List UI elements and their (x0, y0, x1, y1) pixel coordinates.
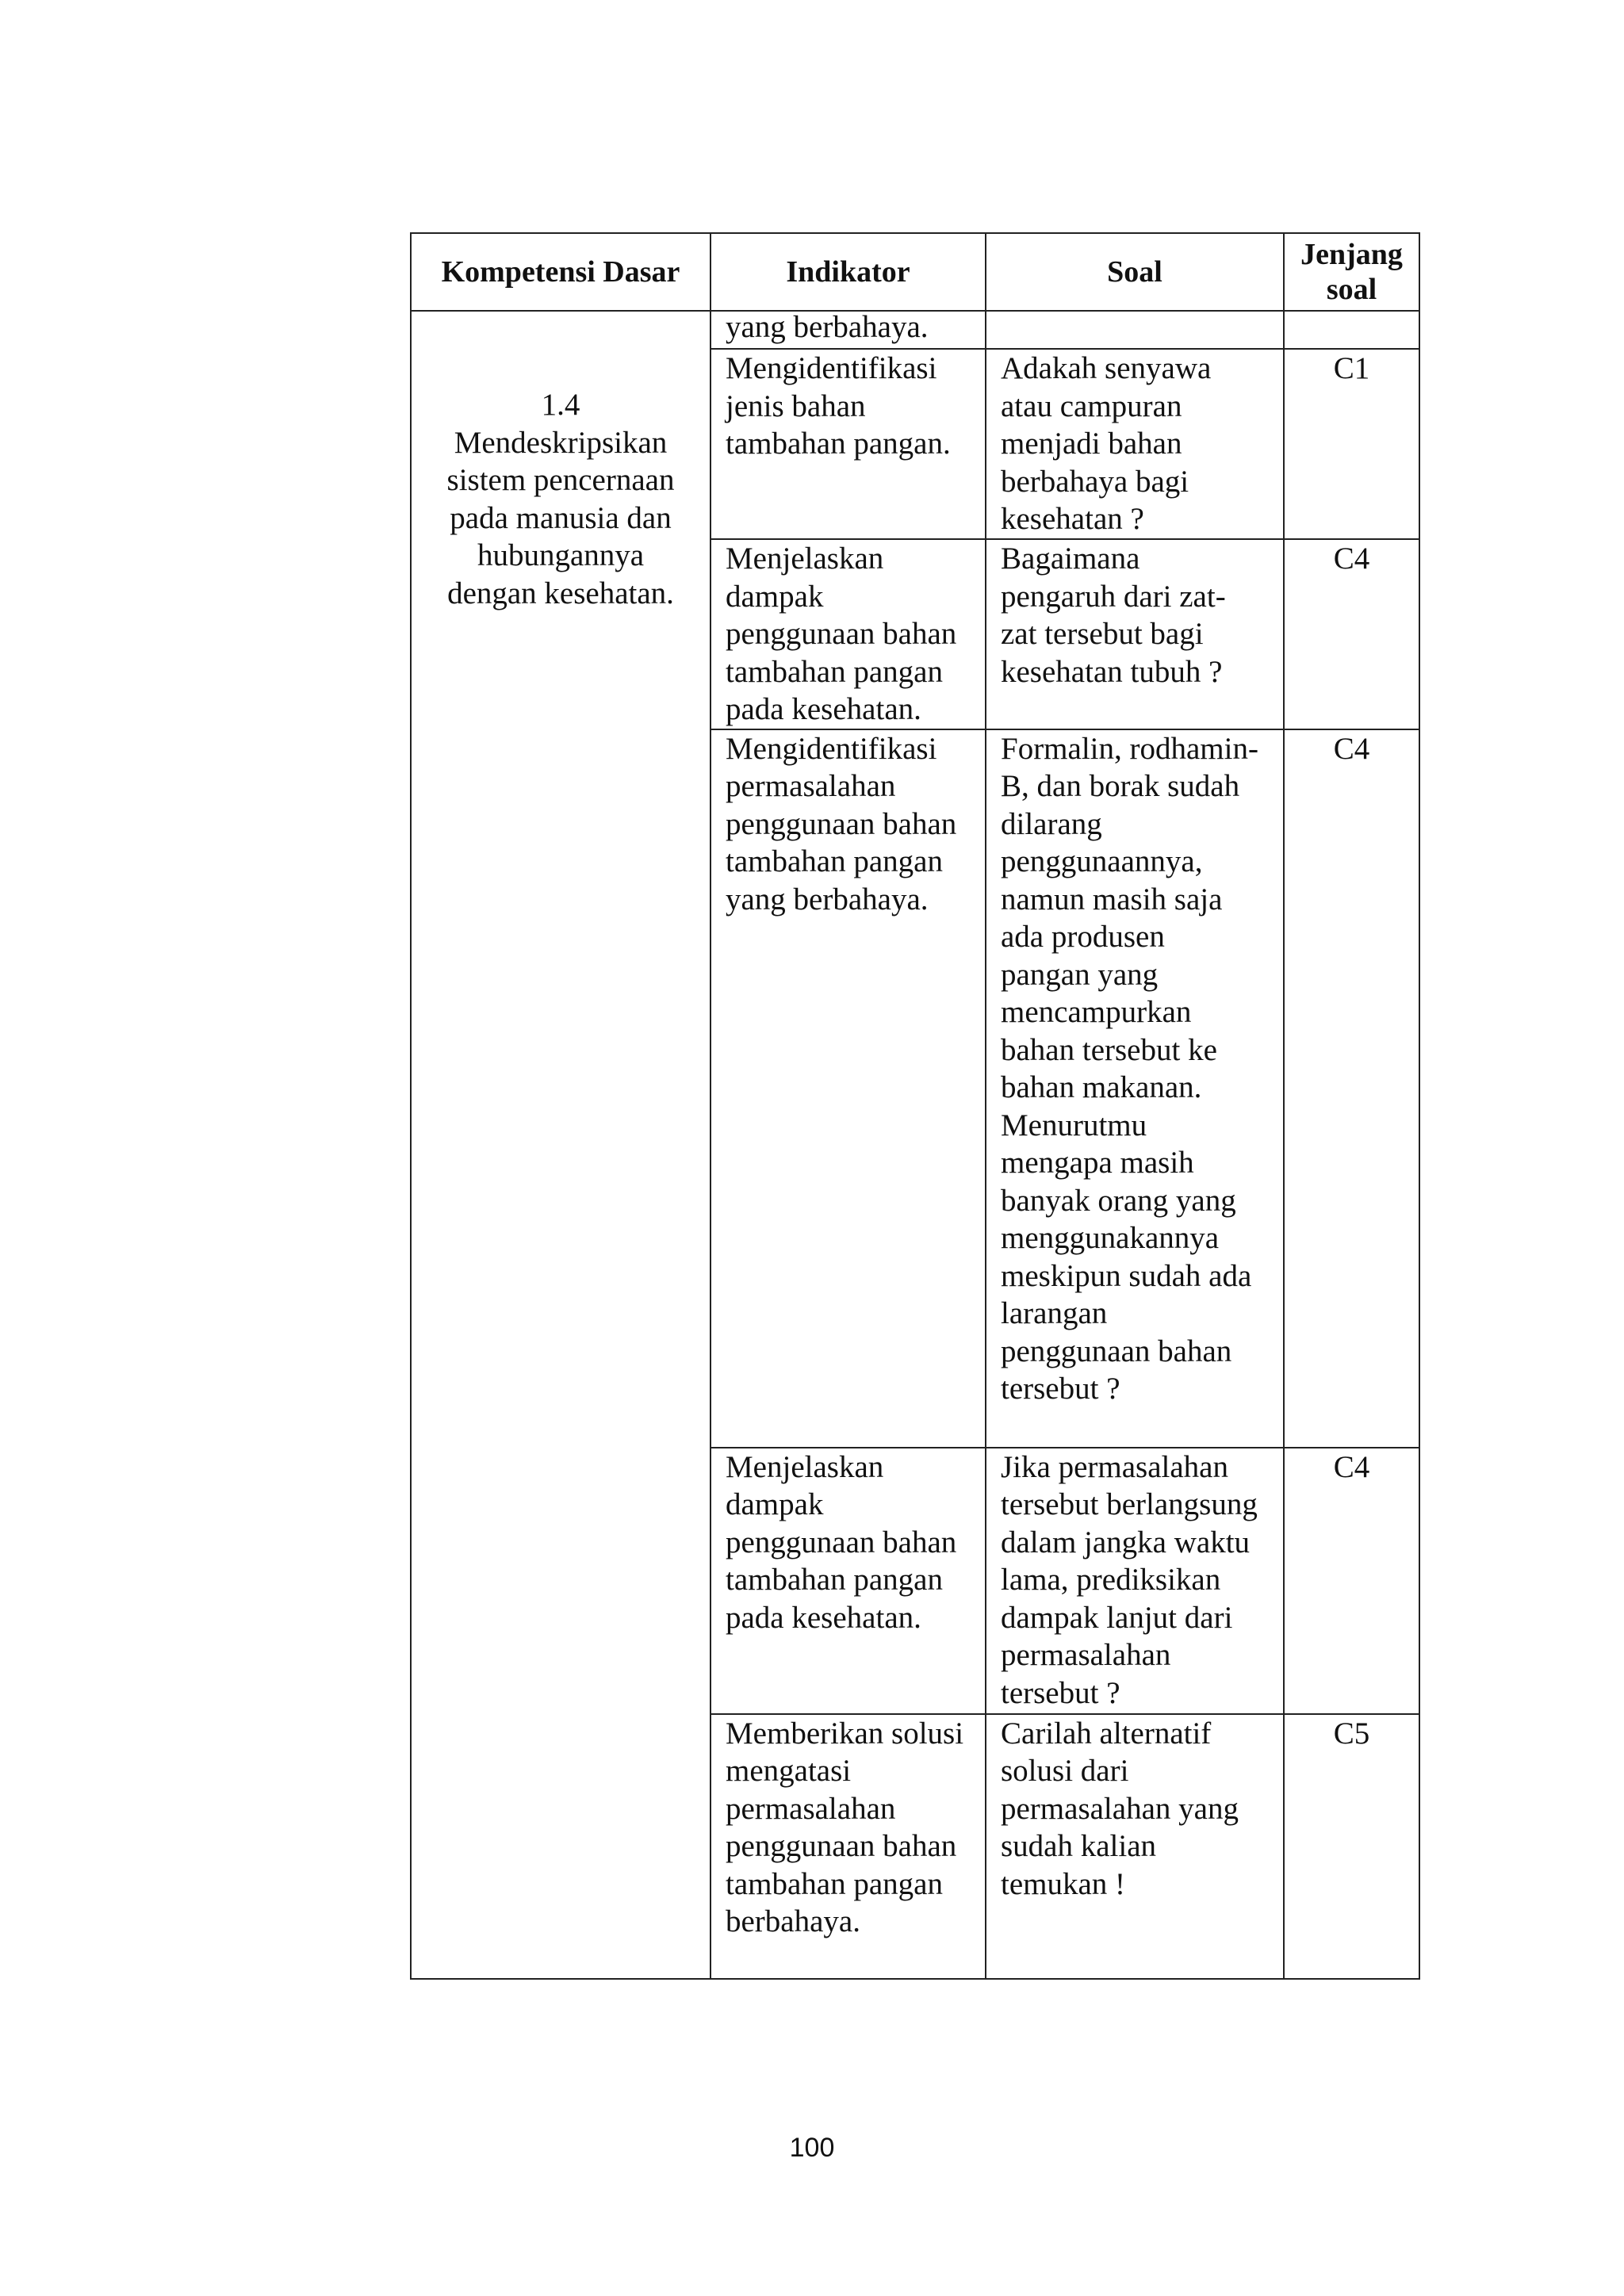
jenjang-continuation (1284, 311, 1419, 349)
header-indikator: Indikator (710, 233, 986, 311)
header-jenjang-soal: Jenjang soal (1284, 233, 1419, 311)
kompetensi-dasar-cell (411, 311, 710, 1979)
page-number: 100 (789, 2133, 835, 2163)
kompetensi-dasar-text: 1.4 Mendeskripsikan sistem pencernaan pada manusia dan hubungannya dengan kesehatan. (446, 388, 675, 610)
jenjang-cell: C5 (1284, 1714, 1419, 1979)
soal-continuation (986, 311, 1284, 349)
indikator-cell: Mengidentifikasi jenis bahan tambahan pangan. (710, 349, 986, 539)
indikator-cell: Mengidentifikasi permasalahan penggunaan bahan tambahan pangan yang berbahaya. (710, 729, 986, 1448)
indikator-continuation: yang berbahaya. (710, 311, 986, 349)
indikator-cell: Memberikan solusi mengatasi permasalahan penggunaan bahan tambahan pangan berbahaya. (710, 1714, 986, 1979)
jenjang-cell: C4 (1284, 729, 1419, 1448)
indikator-cell: Menjelaskan dampak penggunaan bahan tambahan pangan pada kesehatan. (710, 1448, 986, 1714)
header-kompetensi-dasar: Kompetensi Dasar (411, 233, 710, 311)
soal-cell: Formalin, rodhamin- B, dan borak sudah dilarang penggunaannya, namun masih saja ada produsen pangan yang mencampurkan bahan tersebut ke bahan makanan. Menurutmu mengapa masih banyak orang yang menggunakannya meskipun sudah ada larangan penggunaan bahan tersebut ? (986, 729, 1284, 1448)
soal-cell: Adakah senyawa atau campuran menjadi bahan berbahaya bagi kesehatan ? (986, 349, 1284, 539)
jenjang-cell: C4 (1284, 539, 1419, 729)
soal-cell: Carilah alternatif solusi dari permasalahan yang sudah kalian temukan ! (986, 1714, 1284, 1979)
jenjang-cell: C4 (1284, 1448, 1419, 1714)
kisi-kisi-table (410, 232, 1420, 1980)
header-soal: Soal (986, 233, 1284, 311)
soal-cell: Jika permasalahan tersebut berlangsung dalam jangka waktu lama, prediksikan dampak lanjut dari permasalahan tersebut ? (986, 1448, 1284, 1714)
table-header-row (411, 233, 1419, 311)
indikator-cell: Menjelaskan dampak penggunaan bahan tambahan pangan pada kesehatan. (710, 539, 986, 729)
table-row-continuation (411, 311, 1419, 349)
soal-cell: Bagaimana pengaruh dari zat- zat tersebut bagi kesehatan tubuh ? (986, 539, 1284, 729)
jenjang-cell: C1 (1284, 349, 1419, 539)
